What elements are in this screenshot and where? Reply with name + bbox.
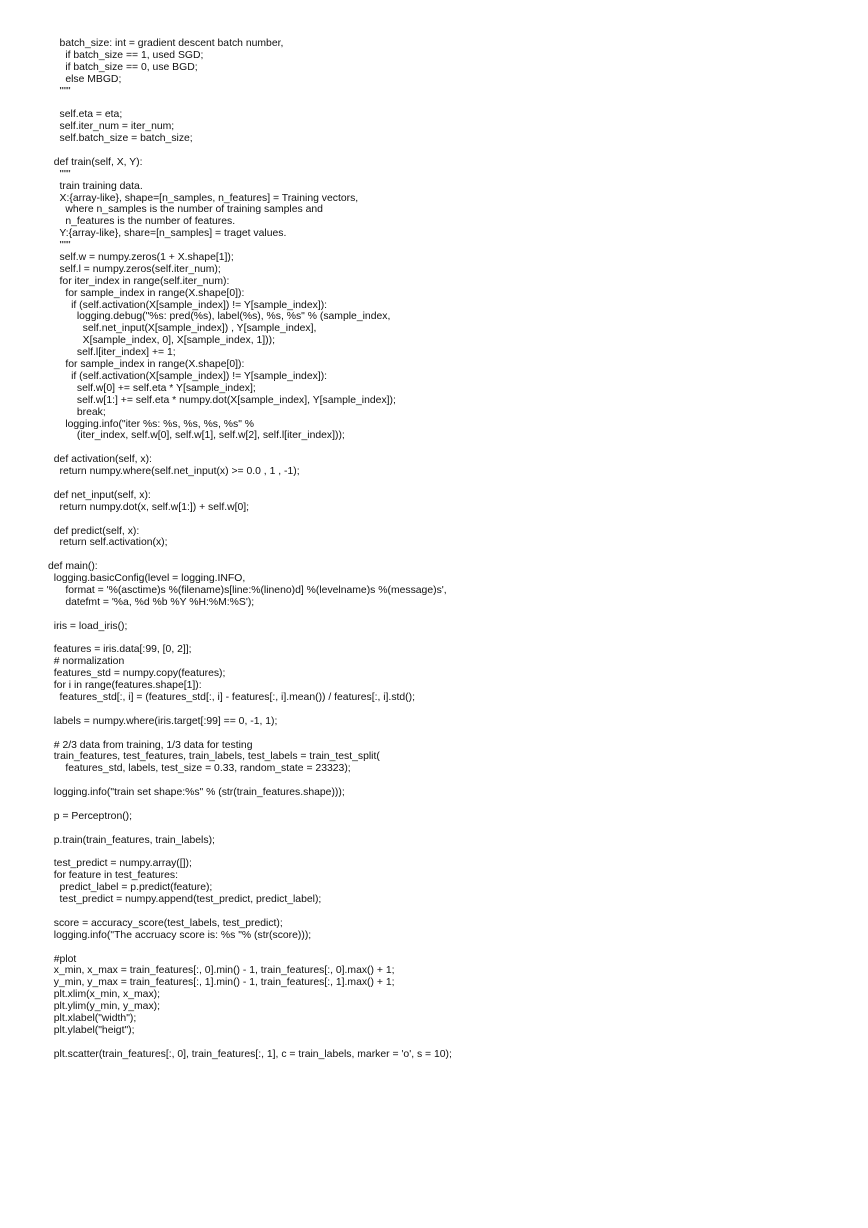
code-line: score = accuracy_score(test_labels, test_predict); <box>48 917 283 929</box>
code-line <box>48 728 848 740</box>
code-line: plt.xlabel("width"); <box>48 1013 137 1025</box>
code-line: for sample_index in range(X.shape[0]): <box>48 287 245 299</box>
code-line: iris = load_iris(); <box>48 620 128 632</box>
code-line <box>48 847 848 859</box>
code-line: logging.basicConfig(level = logging.INFO, <box>48 573 246 585</box>
code-line: self.iter_num = iter_num; <box>48 121 175 133</box>
code-line: if batch_size == 1, used SGD; <box>48 49 204 61</box>
code-line: def main(): <box>48 561 98 573</box>
code-line: for feature in test_features: <box>48 870 178 882</box>
code-line: self.l[iter_index] += 1; <box>48 347 176 359</box>
code-line: """ <box>48 168 71 180</box>
code-line: plt.ylabel("heigt"); <box>48 1024 135 1036</box>
code-line <box>48 799 848 811</box>
code-line: """ <box>48 240 71 252</box>
code-line: if batch_size == 0, use BGD; <box>48 61 198 73</box>
code-line: for iter_index in range(self.iter_num): <box>48 275 230 287</box>
code-line: self.batch_size = batch_size; <box>48 133 193 145</box>
code-line <box>48 823 848 835</box>
code-line: # normalization <box>48 656 125 668</box>
code-line: features_std, labels, test_size = 0.33, random_state = 23323); <box>48 763 351 775</box>
code-line: train training data. <box>48 180 143 192</box>
code-line <box>48 145 848 157</box>
code-line <box>48 906 848 918</box>
code-line: return self.activation(x); <box>48 537 168 549</box>
code-line: X[sample_index, 0], X[sample_index, 1])); <box>48 335 275 347</box>
code-line <box>48 1037 848 1049</box>
code-line <box>48 775 848 787</box>
code-line: """ <box>48 85 71 97</box>
code-line: def train(self, X, Y): <box>48 156 143 168</box>
code-line <box>48 442 848 454</box>
code-line: return numpy.dot(x, self.w[1:]) + self.w[0]; <box>48 501 250 513</box>
code-line: Y:{array-like}, share=[n_samples] = traget values. <box>48 228 287 240</box>
code-line <box>48 704 848 716</box>
code-line: batch_size: int = gradient descent batch number, <box>48 38 284 49</box>
code-line: plt.xlim(x_min, x_max); <box>48 989 161 1001</box>
code-line: plt.scatter(train_features[:, 0], train_features[:, 1], c = train_labels, marker = 'o', s = 10); <box>48 1048 452 1060</box>
code-line <box>48 514 848 526</box>
code-line: self.net_input(X[sample_index]) , Y[sample_index], <box>48 323 317 335</box>
code-line: logging.info("iter %s: %s, %s, %s, %s" % <box>48 418 255 430</box>
code-line: (iter_index, self.w[0], self.w[1], self.w[2], self.l[iter_index])); <box>48 430 345 442</box>
code-line: self.w = numpy.zeros(1 + X.shape[1]); <box>48 252 234 264</box>
code-line: if (self.activation(X[sample_index]) != Y[sample_index]): <box>48 299 328 311</box>
code-line: y_min, y_max = train_features[:, 1].min() - 1, train_features[:, 1].max() + 1; <box>48 977 395 989</box>
code-line: #plot <box>48 953 77 965</box>
code-line: format = '%(asctime)s %(filename)s[line:%(lineno)d] %(levelname)s %(message)s', <box>48 584 447 596</box>
code-line: logging.info("train set shape:%s" % (str(train_features.shape))); <box>48 787 345 799</box>
code-line <box>48 478 848 490</box>
code-line: features = iris.data[:99, [0, 2]]; <box>48 644 192 656</box>
code-line: if (self.activation(X[sample_index]) != Y[sample_index]): <box>48 370 328 382</box>
code-line: train_features, test_features, train_labels, test_labels = train_test_split( <box>48 751 380 763</box>
code-line: for i in range(features.shape[1]): <box>48 680 202 692</box>
code-line: predict_label = p.predict(feature); <box>48 882 213 894</box>
code-line: logging.debug("%s: pred(%s), label(%s), %s, %s" % (sample_index, <box>48 311 391 323</box>
code-line: X:{array-like}, shape=[n_samples, n_features] = Training vectors, <box>48 192 359 204</box>
code-line: features_std[:, i] = (features_std[:, i] - features[:, i].mean()) / features[:, i].std(); <box>48 691 415 703</box>
code-line: test_predict = numpy.array([]); <box>48 858 192 870</box>
code-line <box>48 609 848 621</box>
code-line: p.train(train_features, train_labels); <box>48 834 215 846</box>
code-line: x_min, x_max = train_features[:, 0].min() - 1, train_features[:, 0].max() + 1; <box>48 965 395 977</box>
code-line: where n_samples is the number of training samples and <box>48 204 323 216</box>
code-line: test_predict = numpy.append(test_predict, predict_label); <box>48 894 322 906</box>
code-line: return numpy.where(self.net_input(x) >= 0.0 , 1 , -1); <box>48 466 300 478</box>
code-line: datefmt = '%a, %d %b %Y %H:%M:%S'); <box>48 596 255 608</box>
code-line: features_std = numpy.copy(features); <box>48 668 226 680</box>
code-line: n_features is the number of features. <box>48 216 236 228</box>
code-line: for sample_index in range(X.shape[0]): <box>48 359 245 371</box>
code-line <box>48 633 848 645</box>
code-line: break; <box>48 406 106 418</box>
code-line: self.w[1:] += self.eta * numpy.dot(X[sample_index], Y[sample_index]); <box>48 394 396 406</box>
code-line <box>48 549 848 561</box>
code-line <box>48 97 848 109</box>
code-line: p = Perceptron(); <box>48 810 133 822</box>
code-line: def net_input(self, x): <box>48 489 151 501</box>
code-line: def predict(self, x): <box>48 525 140 537</box>
code-line: def activation(self, x): <box>48 454 152 466</box>
code-listing <box>48 38 848 1061</box>
code-line: labels = numpy.where(iris.target[:99] == 0, -1, 1); <box>48 715 278 727</box>
code-line: logging.info("The accruacy score is: %s "% (str(score))); <box>48 929 312 941</box>
code-line <box>48 942 848 954</box>
code-line: self.w[0] += self.eta * Y[sample_index]; <box>48 382 256 394</box>
code-line: # 2/3 data from training, 1/3 data for testing <box>48 739 253 751</box>
code-line: self.eta = eta; <box>48 109 123 121</box>
code-line: plt.ylim(y_min, y_max); <box>48 1001 161 1013</box>
code-line: else MBGD; <box>48 73 122 85</box>
code-line: self.l = numpy.zeros(self.iter_num); <box>48 263 221 275</box>
